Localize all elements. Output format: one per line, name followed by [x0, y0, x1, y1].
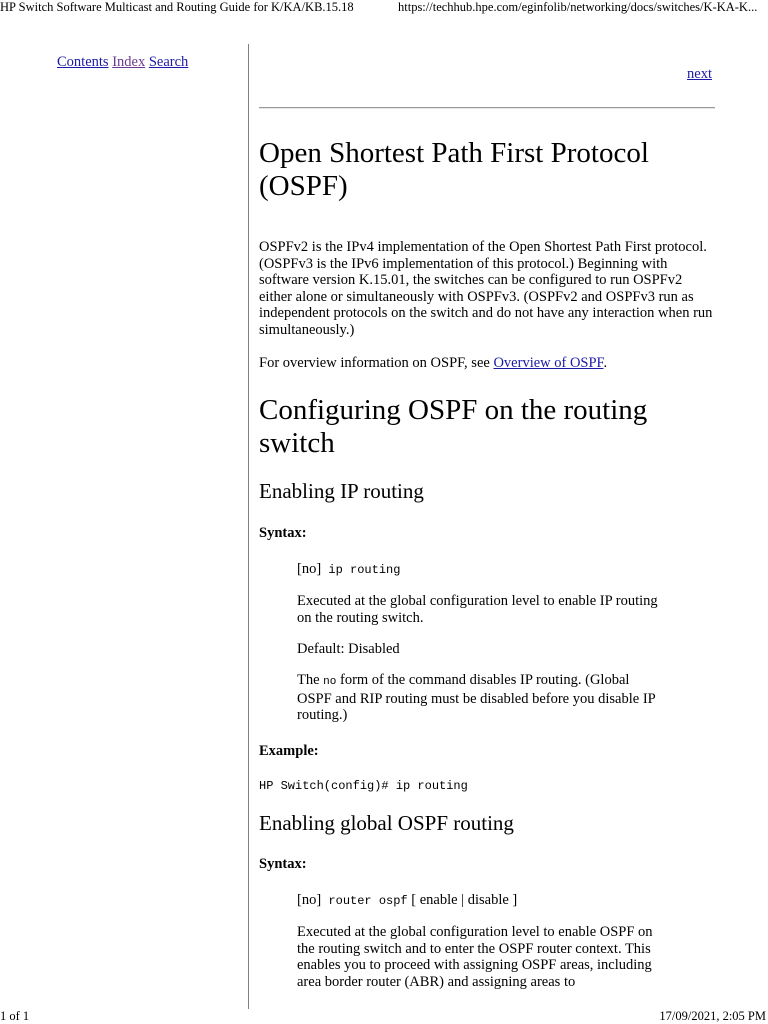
- overview-link[interactable]: Overview of OSPF: [493, 355, 604, 371]
- overview-paragraph: [259, 355, 715, 372]
- router-ospf-description: Executed at the global configuration level to enable OSPF on the routing switch and to enter the OSPF router context. This enables you to proceed with assigning OSPF areas, including area border router (ABR) and assigning areas to: [297, 924, 653, 990]
- page-count: 1 of 1: [0, 1009, 30, 1023]
- ip-routing-description: Executed at the global configuration level to enable IP routing on the routing switch.: [297, 593, 658, 626]
- print-header-title: HP Switch Software Multicast and Routing Guide for K/KA/KB.15.18: [0, 0, 354, 14]
- next-link[interactable]: next: [687, 66, 712, 82]
- no-form-code: no: [323, 676, 337, 688]
- frame-divider: [248, 44, 249, 1009]
- router-ospf-options: [ enable | disable ]: [411, 892, 518, 908]
- horizontal-rule: [259, 107, 715, 109]
- search-link[interactable]: Search: [148, 54, 189, 70]
- page-title: Open Shortest Path First Protocol (OSPF): [259, 137, 649, 202]
- ip-routing-syntax: [297, 561, 400, 579]
- configuring-heading: Configuring OSPF on the routing switch: [259, 394, 648, 459]
- ip-routing-default: Default: Disabled: [297, 641, 400, 657]
- syntax-no: [no]: [297, 561, 322, 577]
- top-nav-bar: [259, 44, 715, 102]
- print-header-url: https://techhub.hpe.com/eginfolib/networking/docs/switches/K-KA-K...: [398, 0, 758, 14]
- contents-link[interactable]: Contents: [57, 54, 109, 70]
- example-code: HP Switch(config)# ip routing: [259, 779, 468, 793]
- example-label: Example:: [259, 743, 319, 759]
- enabling-ip-heading: Enabling IP routing: [259, 479, 424, 503]
- router-ospf-command: router ospf: [328, 894, 408, 908]
- syntax-label-2: Syntax:: [259, 856, 307, 872]
- print-date: 17/09/2021, 2:05 PM: [659, 1009, 766, 1023]
- intro-paragraph: OSPFv2 is the IPv4 implementation of the Open Shortest Path First protocol. (OSPFv3 is the IPv6 implementation of this protocol.) Beginning with software version K.15.01, the switches can be configured to run OSPFv2 either alone or simultaneously with OSPFv3. (OSPFv2 and OSPFv3 run as independent protocols on the switch and do not have any interaction when run simultaneously.): [259, 239, 713, 338]
- left-nav: [57, 53, 188, 71]
- overview-period: .: [603, 355, 608, 371]
- syntax-command: ip routing: [328, 563, 401, 577]
- print-footer: [0, 1009, 768, 1024]
- article-content: [259, 44, 715, 1009]
- overview-text: For overview information on OSPF, see: [259, 355, 494, 371]
- enabling-ospf-heading: Enabling global OSPF routing: [259, 811, 514, 835]
- syntax-label: Syntax:: [259, 525, 307, 541]
- print-header: [0, 0, 768, 16]
- router-ospf-syntax: [no] router ospf [ enable | disable ]: [297, 892, 518, 908]
- no-form-note: The no form of the command disables IP routing. (Global OSPF and RIP routing must be disabled before you disable IP routing.): [297, 672, 656, 723]
- index-link[interactable]: Index: [112, 54, 146, 70]
